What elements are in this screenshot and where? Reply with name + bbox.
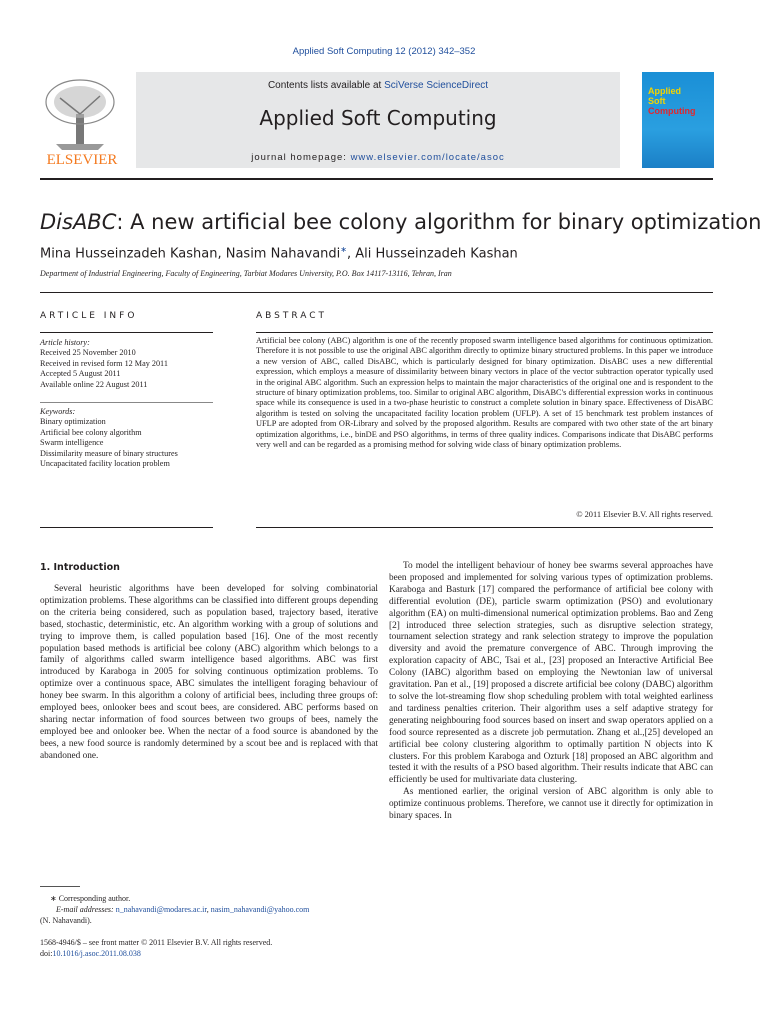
footnote-name: (N. Nahavandi).	[40, 916, 92, 925]
authors-first: Mina Husseinzadeh Kashan, Nasim Nahavandi	[40, 246, 341, 262]
body-paragraph: To model the intelligent behaviour of honey bee swarms several approaches have been proposed and implemented for solving various types of optimization problems. Karaboga and Basturk [17] compared the performance of artificial bee colony with differential evolution (DE), particle swarm optimization (PSO) and evolutionary algorithm (EA) on multi-dimensional numerical optimization problems. Bao and Zeng [2] introduced three selection strategies, such as disruptive selection strategy, tournament selection strategy and rank selection strategy to improve the population diversity and avoid the premature convergence of ABC. Through improving the exploration capacity of ABC, Tsai et al., [23] proposed an Interactive Artificial Bee Colony (IABC) algorithm based on employing the Newtonian law of universal gravitation. Pan et al., [19] proposed a discrete artificial bee colony (DABC) algorithm to solve the lot-streaming flow shop scheduling problem with total weighted earliness and tardiness penalties criterion. Their algorithm uses a self adaptive strategy for generating neighbouring food sources based on insert and swap operators applied on a food source represented as a discrete job permutation. Zhang et al.,[25] developed an artificial bee colony clustering algorithm to optimally partition N objects into K clusters. For this problem Karaboga and Ozturk [18] proposed an ABC algorithm and tested it with the results of a PSO based algorithm. Their results indicate that ABC can efficiently be used for multivariate data clustering.	[389, 561, 713, 786]
front-matter-info	[40, 937, 378, 959]
body-paragraph: Several heuristic algorithms have been developed for solving combinatorial optimization problems. These algorithms can be classified into different groups depending on the criteria being considered, such as population based, trajectory based, iterative based, stochastic, deterministic, etc. An algorithm working with a group of solutions and trying to improve them, is called population based [16]. One of the most recently population based methods is artificial bee colony (ABC) algorithm which belongs to a family of algorithms called swarm intelligence based algorithms. ABC was first introduced by Karaboga in 2005 for solving continuous optimization problems. To optimize over a continuous space, ABC simulates the intelligent foraging behaviour of honey bee swarm. In this algorithm a colony of artificial bees, including three groups of: employed bees, onlooker bees and scout bees, are considered. ABC performs based on sharing nectar information of food sources between two groups of bees, namely the employed bee and onlooker bee. When the nectar of a food source is abandoned by the bees, a new food source is randomly determined by a scout bee and is replaced with that abandoned one.	[40, 584, 378, 761]
tree-icon	[46, 80, 114, 150]
keywords	[40, 407, 215, 469]
footnote-rule	[40, 886, 80, 887]
abstract-text: Artificial bee colony (ABC) algorithm is one of the recently proposed swarm intelligence based algorithms for continuous optimization. Therefore it is not possible to use the original ABC algorithm directly to optimize binary structured problems. In this paper we introduce a new version of ABC, called DisABC, which is particularly designed for binary optimization. DisABC uses a new differential expression, which employs a measure of dissimilarity between binary vectors in place of the vector subtraction operator typically used in the original ABC algorithm. Such an expression helps to maintain the major characteristics of the original one and is respondent to the structure of binary optimization problems, too. Similar to original ABC algorithm, DisABC's differential expression works in continuous space while its consequence is used in a two-phase heuristic to construct a complete solution in binary space. Effectiveness of DisABC algorithm is tested on solving the uncapacitated facility location problem (UFLP). A set of 15 benchmark test problem instances of UFLP are adopted from OR-Library and solved by the proposed algorithm. Results are compared with two other state of the art binary optimization algorithms, i.e., binDE and PSO algorithms, in terms of three quality indices. Comparisons indicate that DisABC performs very well and can be regarded as a promising method for solving wide class of binary optimization problems.	[256, 336, 713, 450]
section-heading-introduction: 1. Introduction	[40, 562, 120, 573]
body-paragraph: As mentioned earlier, the original version of ABC algorithm is only able to optimize continuous problems. Therefore, we cannot use it directly for optimization in binary spaces. In	[389, 787, 713, 822]
history-revised: Received in revised form 12 May 2011	[40, 358, 168, 368]
paper-title	[40, 210, 761, 234]
abstract-rule	[256, 332, 713, 333]
abstract-bottom-rule	[256, 527, 713, 528]
journal-title: Applied Soft Computing	[259, 106, 497, 130]
keyword-item: Dissimilarity measure of binary structures	[40, 448, 178, 458]
sciencedirect-link[interactable]: SciVerse ScienceDirect	[384, 80, 489, 91]
authors	[40, 245, 518, 261]
cover-line3: Computing	[648, 106, 696, 116]
info-bottom-rule	[40, 527, 213, 528]
keywords-rule	[40, 402, 213, 403]
history-label: Article history:	[40, 338, 90, 347]
keywords-label: Keywords:	[40, 407, 76, 416]
issn-line: 1568-4946/$ – see front matter © 2011 Elsevier B.V. All rights reserved.	[40, 938, 273, 947]
title-divider	[40, 292, 713, 293]
contents-prefix: Contents lists available at	[267, 80, 385, 91]
keyword-item: Artificial bee colony algorithm	[40, 427, 142, 437]
elsevier-wordmark: ELSEVIER	[46, 152, 118, 168]
authors-last: , Ali Husseinzadeh Kashan	[346, 246, 518, 262]
affiliation: Department of Industrial Engineering, Faculty of Engineering, Tarbiat Modares University, P.O. Box 14117-13116, Tehran, Iran	[40, 269, 452, 278]
doi-prefix: doi:	[40, 949, 53, 958]
body-column-left	[40, 584, 378, 763]
abstract-heading: ABSTRACT	[256, 311, 328, 321]
history-accepted: Accepted 5 August 2011	[40, 369, 121, 379]
doi-link[interactable]: 10.1016/j.asoc.2011.08.038	[52, 949, 141, 958]
cover-title	[648, 86, 696, 116]
homepage-link[interactable]: www.elsevier.com/locate/asoc	[350, 152, 505, 163]
keyword-item: Binary optimization	[40, 417, 106, 427]
cover-line2: Soft	[648, 96, 666, 106]
homepage-prefix: journal homepage:	[251, 152, 351, 163]
email-separator: ,	[206, 905, 211, 914]
email-label: E-mail addresses:	[56, 905, 116, 914]
corresponding-mark[interactable]: ∗	[340, 245, 347, 254]
journal-reference[interactable]: Applied Soft Computing 12 (2012) 342–352	[292, 46, 476, 57]
abstract-copyright: © 2011 Elsevier B.V. All rights reserved.	[576, 510, 713, 519]
header-divider	[40, 178, 713, 180]
article-history	[40, 338, 215, 390]
article-info-rule	[40, 332, 213, 333]
homepage-line	[136, 152, 620, 163]
history-online: Available online 22 August 2011	[40, 379, 148, 389]
corresponding-note: ∗ Corresponding author.	[50, 894, 131, 903]
keyword-item: Uncapacitated facility location problem	[40, 459, 170, 469]
footnote	[40, 893, 378, 926]
email-link-2[interactable]: nasim_nahavandi@yahoo.com	[210, 905, 310, 914]
keyword-item: Swarm intelligence	[40, 438, 104, 448]
elsevier-logo	[36, 72, 128, 168]
title-italic: DisABC	[40, 210, 117, 234]
history-received: Received 25 November 2010	[40, 348, 136, 358]
body-column-right	[389, 561, 713, 823]
journal-cover	[642, 72, 714, 168]
article-info-heading: ARTICLE INFO	[40, 311, 138, 321]
cover-line1: Applied	[648, 86, 681, 96]
contents-line	[136, 80, 620, 91]
title-rest: : A new artificial bee colony algorithm for binary optimization	[116, 210, 762, 234]
email-link[interactable]: n_nahavandi@modares.ac.ir	[115, 905, 207, 914]
